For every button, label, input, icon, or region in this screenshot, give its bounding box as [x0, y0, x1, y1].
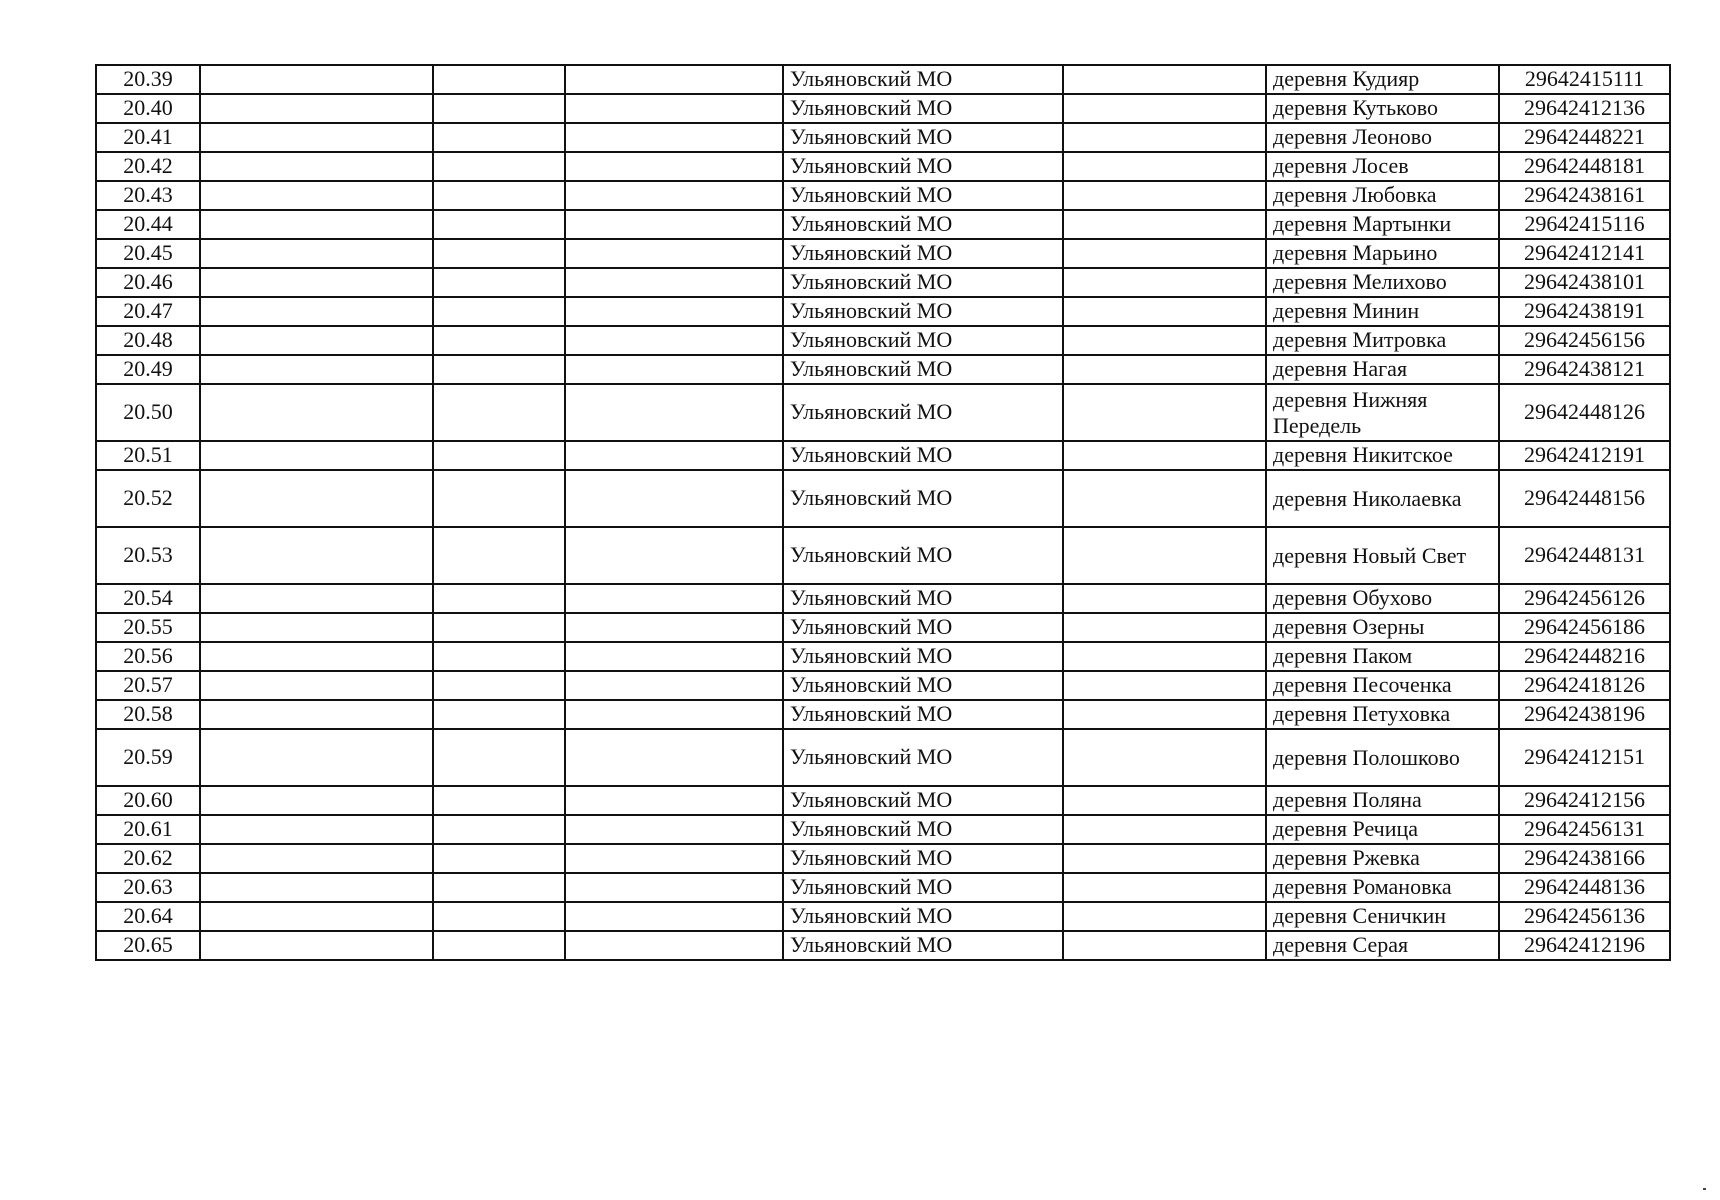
- table-row: [96, 181, 1670, 210]
- empty-cell: [565, 931, 783, 960]
- empty-cell: [1063, 844, 1266, 873]
- table-row: [96, 527, 1670, 584]
- empty-cell: [1063, 268, 1266, 297]
- empty-cell: [1063, 671, 1266, 700]
- municipality-cell: Ульяновский МО: [783, 181, 1063, 210]
- empty-cell: [1063, 873, 1266, 902]
- empty-cell: [433, 152, 565, 181]
- empty-cell: [565, 527, 783, 584]
- empty-cell: [433, 931, 565, 960]
- empty-cell: [565, 786, 783, 815]
- empty-cell: [1063, 786, 1266, 815]
- empty-cell: [565, 584, 783, 613]
- oktmo-code-cell: 29642448126: [1499, 384, 1670, 441]
- table-row: [96, 152, 1670, 181]
- settlement-cell: деревня Новый Свет: [1266, 527, 1499, 584]
- municipality-cell: Ульяновский МО: [783, 210, 1063, 239]
- table-row: [96, 94, 1670, 123]
- empty-cell: [200, 94, 433, 123]
- empty-cell: [433, 873, 565, 902]
- settlement-cell: деревня Митровка: [1266, 326, 1499, 355]
- oktmo-code-cell: 29642438166: [1499, 844, 1670, 873]
- table-row: [96, 268, 1670, 297]
- empty-cell: [565, 297, 783, 326]
- table-row: [96, 844, 1670, 873]
- empty-cell: [433, 441, 565, 470]
- row-number-cell: 20.41: [96, 123, 200, 152]
- settlement-cell: деревня Озерны: [1266, 613, 1499, 642]
- municipality-cell: Ульяновский МО: [783, 844, 1063, 873]
- table-row: [96, 902, 1670, 931]
- settlement-cell: деревня Серая: [1266, 931, 1499, 960]
- municipality-cell: Ульяновский МО: [783, 873, 1063, 902]
- row-number-cell: 20.56: [96, 642, 200, 671]
- empty-cell: [565, 729, 783, 786]
- empty-cell: [433, 815, 565, 844]
- settlement-cell: деревня Паком: [1266, 642, 1499, 671]
- empty-cell: [433, 297, 565, 326]
- empty-cell: [1063, 729, 1266, 786]
- municipality-cell: Ульяновский МО: [783, 642, 1063, 671]
- empty-cell: [565, 268, 783, 297]
- empty-cell: [433, 239, 565, 268]
- empty-cell: [200, 326, 433, 355]
- settlement-cell: деревня Сеничкин: [1266, 902, 1499, 931]
- municipality-cell: Ульяновский МО: [783, 584, 1063, 613]
- empty-cell: [565, 152, 783, 181]
- municipality-cell: Ульяновский МО: [783, 815, 1063, 844]
- oktmo-code-cell: 29642438161: [1499, 181, 1670, 210]
- empty-cell: [433, 613, 565, 642]
- empty-cell: [1063, 815, 1266, 844]
- registry-body: [96, 65, 1670, 960]
- empty-cell: [433, 355, 565, 384]
- row-number-cell: 20.46: [96, 268, 200, 297]
- empty-cell: [200, 642, 433, 671]
- settlement-cell: деревня Нагая: [1266, 355, 1499, 384]
- oktmo-code-cell: 29642456131: [1499, 815, 1670, 844]
- oktmo-code-cell: 29642415116: [1499, 210, 1670, 239]
- empty-cell: [433, 786, 565, 815]
- oktmo-code-cell: 29642415111: [1499, 65, 1670, 94]
- empty-cell: [200, 786, 433, 815]
- row-number-cell: 20.61: [96, 815, 200, 844]
- empty-cell: [1063, 181, 1266, 210]
- oktmo-code-cell: 29642456156: [1499, 326, 1670, 355]
- empty-cell: [200, 873, 433, 902]
- municipality-cell: Ульяновский МО: [783, 527, 1063, 584]
- row-number-cell: 20.57: [96, 671, 200, 700]
- empty-cell: [1063, 527, 1266, 584]
- empty-cell: [565, 470, 783, 527]
- row-number-cell: 20.44: [96, 210, 200, 239]
- empty-cell: [565, 326, 783, 355]
- municipality-cell: Ульяновский МО: [783, 123, 1063, 152]
- empty-cell: [433, 65, 565, 94]
- empty-cell: [200, 65, 433, 94]
- oktmo-code-cell: 29642438196: [1499, 700, 1670, 729]
- oktmo-code-cell: 29642448181: [1499, 152, 1670, 181]
- municipality-cell: Ульяновский МО: [783, 326, 1063, 355]
- empty-cell: [200, 152, 433, 181]
- empty-cell: [200, 355, 433, 384]
- oktmo-code-cell: 29642412196: [1499, 931, 1670, 960]
- table-row: [96, 931, 1670, 960]
- settlement-cell: деревня Поляна: [1266, 786, 1499, 815]
- settlement-cell: деревня Кудияр: [1266, 65, 1499, 94]
- municipality-cell: Ульяновский МО: [783, 470, 1063, 527]
- empty-cell: [200, 844, 433, 873]
- empty-cell: [565, 700, 783, 729]
- table-row: [96, 210, 1670, 239]
- municipality-cell: Ульяновский МО: [783, 355, 1063, 384]
- oktmo-code-cell: 29642448136: [1499, 873, 1670, 902]
- row-number-cell: 20.40: [96, 94, 200, 123]
- oktmo-code-cell: 29642418126: [1499, 671, 1670, 700]
- empty-cell: [433, 384, 565, 441]
- oktmo-code-cell: 29642448221: [1499, 123, 1670, 152]
- empty-cell: [433, 181, 565, 210]
- empty-cell: [1063, 902, 1266, 931]
- table-row: [96, 123, 1670, 152]
- settlement-cell: деревня Петуховка: [1266, 700, 1499, 729]
- row-number-cell: 20.53: [96, 527, 200, 584]
- settlement-cell: деревня Леоново: [1266, 123, 1499, 152]
- row-number-cell: 20.49: [96, 355, 200, 384]
- municipality-cell: Ульяновский МО: [783, 297, 1063, 326]
- row-number-cell: 20.59: [96, 729, 200, 786]
- empty-cell: [1063, 239, 1266, 268]
- oktmo-code-cell: 29642412191: [1499, 441, 1670, 470]
- empty-cell: [1063, 123, 1266, 152]
- row-number-cell: 20.52: [96, 470, 200, 527]
- table-row: [96, 384, 1670, 441]
- empty-cell: [433, 470, 565, 527]
- empty-cell: [1063, 326, 1266, 355]
- empty-cell: [565, 902, 783, 931]
- municipality-cell: Ульяновский МО: [783, 700, 1063, 729]
- settlement-cell: деревня Николаевка: [1266, 470, 1499, 527]
- empty-cell: [1063, 152, 1266, 181]
- empty-cell: [200, 613, 433, 642]
- settlement-cell: деревня Полошково: [1266, 729, 1499, 786]
- empty-cell: [433, 123, 565, 152]
- row-number-cell: 20.65: [96, 931, 200, 960]
- settlement-cell: деревня Марьино: [1266, 239, 1499, 268]
- empty-cell: [200, 181, 433, 210]
- empty-cell: [200, 815, 433, 844]
- table-row: [96, 297, 1670, 326]
- empty-cell: [200, 584, 433, 613]
- empty-cell: [1063, 297, 1266, 326]
- row-number-cell: 20.50: [96, 384, 200, 441]
- empty-cell: [200, 527, 433, 584]
- table-row: [96, 441, 1670, 470]
- oktmo-code-cell: 29642412136: [1499, 94, 1670, 123]
- row-number-cell: 20.51: [96, 441, 200, 470]
- municipality-cell: Ульяновский МО: [783, 65, 1063, 94]
- empty-cell: [433, 671, 565, 700]
- empty-cell: [200, 210, 433, 239]
- empty-cell: [433, 584, 565, 613]
- row-number-cell: 20.62: [96, 844, 200, 873]
- settlement-cell: деревня Любовка: [1266, 181, 1499, 210]
- settlement-cell: деревня Мартынки: [1266, 210, 1499, 239]
- empty-cell: [433, 326, 565, 355]
- oktmo-code-cell: 29642412151: [1499, 729, 1670, 786]
- municipality-cell: Ульяновский МО: [783, 671, 1063, 700]
- empty-cell: [200, 931, 433, 960]
- empty-cell: [200, 671, 433, 700]
- empty-cell: [200, 384, 433, 441]
- empty-cell: [1063, 210, 1266, 239]
- row-number-cell: 20.58: [96, 700, 200, 729]
- empty-cell: [433, 700, 565, 729]
- table-row: [96, 671, 1670, 700]
- empty-cell: [433, 642, 565, 671]
- empty-cell: [433, 268, 565, 297]
- row-number-cell: 20.39: [96, 65, 200, 94]
- municipality-cell: Ульяновский МО: [783, 613, 1063, 642]
- empty-cell: [1063, 584, 1266, 613]
- settlement-cell: деревня Обухово: [1266, 584, 1499, 613]
- table-row: [96, 729, 1670, 786]
- row-number-cell: 20.64: [96, 902, 200, 931]
- oktmo-code-cell: 29642412156: [1499, 786, 1670, 815]
- empty-cell: [433, 527, 565, 584]
- settlement-cell: деревня Песоченка: [1266, 671, 1499, 700]
- table-row: [96, 786, 1670, 815]
- empty-cell: [1063, 384, 1266, 441]
- empty-cell: [565, 210, 783, 239]
- settlement-cell: деревня Мелихово: [1266, 268, 1499, 297]
- table-row: [96, 613, 1670, 642]
- empty-cell: [433, 844, 565, 873]
- empty-cell: [200, 700, 433, 729]
- empty-cell: [433, 902, 565, 931]
- oktmo-code-cell: 29642412141: [1499, 239, 1670, 268]
- empty-cell: [200, 297, 433, 326]
- empty-cell: [433, 94, 565, 123]
- empty-cell: [200, 239, 433, 268]
- municipality-cell: Ульяновский МО: [783, 239, 1063, 268]
- empty-cell: [565, 873, 783, 902]
- empty-cell: [200, 123, 433, 152]
- empty-cell: [433, 729, 565, 786]
- municipality-cell: Ульяновский МО: [783, 268, 1063, 297]
- oktmo-code-cell: 29642438101: [1499, 268, 1670, 297]
- municipality-cell: Ульяновский МО: [783, 384, 1063, 441]
- settlement-cell: деревня Ржевка: [1266, 844, 1499, 873]
- row-number-cell: 20.42: [96, 152, 200, 181]
- municipality-cell: Ульяновский МО: [783, 729, 1063, 786]
- municipality-cell: Ульяновский МО: [783, 902, 1063, 931]
- empty-cell: [565, 642, 783, 671]
- table-row: [96, 65, 1670, 94]
- empty-cell: [1063, 700, 1266, 729]
- empty-cell: [1063, 931, 1266, 960]
- table-row: [96, 355, 1670, 384]
- settlement-cell: деревня Нижняя Передель: [1266, 384, 1499, 441]
- municipality-cell: Ульяновский МО: [783, 441, 1063, 470]
- oktmo-code-cell: 29642438191: [1499, 297, 1670, 326]
- empty-cell: [1063, 470, 1266, 527]
- table-row: [96, 584, 1670, 613]
- row-number-cell: 20.63: [96, 873, 200, 902]
- table-row: [96, 815, 1670, 844]
- table-row: [96, 326, 1670, 355]
- empty-cell: [200, 441, 433, 470]
- empty-cell: [1063, 65, 1266, 94]
- oktmo-code-cell: 29642456126: [1499, 584, 1670, 613]
- empty-cell: [565, 65, 783, 94]
- row-number-cell: 20.45: [96, 239, 200, 268]
- oktmo-code-cell: 29642438121: [1499, 355, 1670, 384]
- row-number-cell: 20.55: [96, 613, 200, 642]
- empty-cell: [565, 94, 783, 123]
- empty-cell: [565, 441, 783, 470]
- table-row: [96, 470, 1670, 527]
- settlement-registry-table: [95, 64, 1671, 961]
- row-number-cell: 20.43: [96, 181, 200, 210]
- settlement-cell: деревня Речица: [1266, 815, 1499, 844]
- settlement-cell: деревня Минин: [1266, 297, 1499, 326]
- municipality-cell: Ульяновский МО: [783, 931, 1063, 960]
- empty-cell: [565, 671, 783, 700]
- oktmo-code-cell: 29642448131: [1499, 527, 1670, 584]
- municipality-cell: Ульяновский МО: [783, 152, 1063, 181]
- oktmo-code-cell: 29642448216: [1499, 642, 1670, 671]
- empty-cell: [565, 844, 783, 873]
- scan-speck: [1703, 1188, 1706, 1190]
- empty-cell: [200, 902, 433, 931]
- table-row: [96, 700, 1670, 729]
- empty-cell: [565, 384, 783, 441]
- row-number-cell: 20.54: [96, 584, 200, 613]
- row-number-cell: 20.47: [96, 297, 200, 326]
- empty-cell: [565, 181, 783, 210]
- empty-cell: [565, 123, 783, 152]
- table-row: [96, 239, 1670, 268]
- empty-cell: [565, 815, 783, 844]
- empty-cell: [1063, 94, 1266, 123]
- settlement-cell: деревня Никитское: [1266, 441, 1499, 470]
- empty-cell: [565, 239, 783, 268]
- municipality-cell: Ульяновский МО: [783, 94, 1063, 123]
- municipality-cell: Ульяновский МО: [783, 786, 1063, 815]
- settlement-cell: деревня Лосев: [1266, 152, 1499, 181]
- table-row: [96, 873, 1670, 902]
- oktmo-code-cell: 29642456186: [1499, 613, 1670, 642]
- empty-cell: [1063, 355, 1266, 384]
- empty-cell: [565, 613, 783, 642]
- empty-cell: [1063, 642, 1266, 671]
- empty-cell: [433, 210, 565, 239]
- row-number-cell: 20.60: [96, 786, 200, 815]
- empty-cell: [565, 355, 783, 384]
- oktmo-code-cell: 29642448156: [1499, 470, 1670, 527]
- empty-cell: [200, 268, 433, 297]
- oktmo-code-cell: 29642456136: [1499, 902, 1670, 931]
- empty-cell: [1063, 613, 1266, 642]
- row-number-cell: 20.48: [96, 326, 200, 355]
- settlement-cell: деревня Кутьково: [1266, 94, 1499, 123]
- empty-cell: [200, 729, 433, 786]
- settlement-cell: деревня Романовка: [1266, 873, 1499, 902]
- empty-cell: [1063, 441, 1266, 470]
- table-row: [96, 642, 1670, 671]
- empty-cell: [200, 470, 433, 527]
